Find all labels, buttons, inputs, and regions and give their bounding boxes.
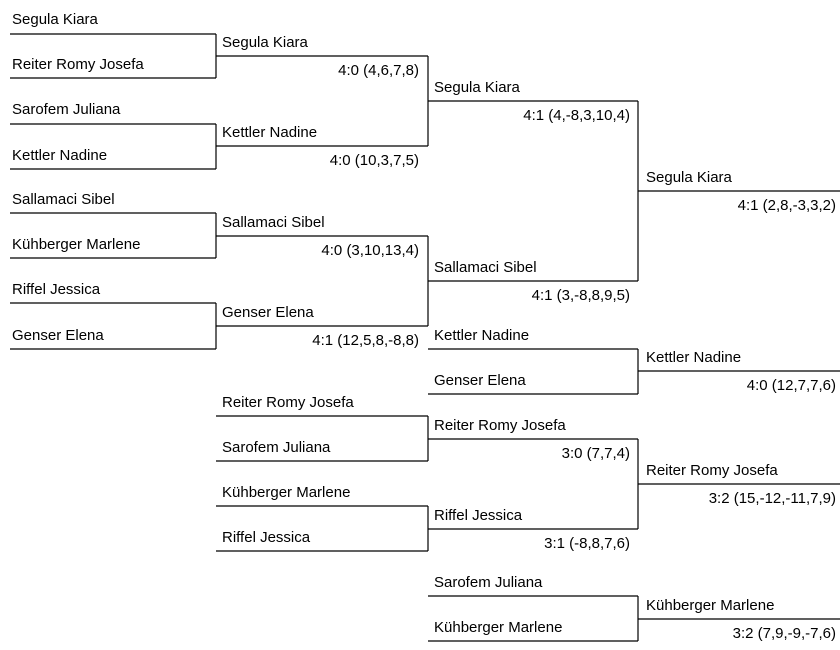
player-name: Reiter Romy Josefa [646, 462, 778, 479]
main-r2-match-1 [216, 34, 428, 169]
match-score: 4:0 (4,6,7,8) [338, 62, 419, 79]
consolation-r1-match-2 [216, 484, 428, 551]
player-name: Kühberger Marlene [646, 597, 775, 614]
player-name: Riffel Jessica [222, 529, 311, 546]
player-name: Reiter Romy Josefa [434, 417, 566, 434]
match-score: 3:1 (-8,8,7,6) [544, 535, 630, 552]
player-name: Genser Elena [434, 372, 526, 389]
champion [638, 169, 840, 214]
player-name: Sallamaci Sibel [434, 259, 537, 276]
player-name: Sarofem Juliana [434, 574, 543, 591]
main-r2-match-2 [216, 214, 428, 349]
match-score: 4:1 (4,-8,3,10,4) [523, 107, 630, 124]
player-name: Reiter Romy Josefa [222, 394, 354, 411]
player-name: Kettler Nadine [12, 147, 108, 164]
match-score: 3:0 (7,7,4) [561, 445, 630, 462]
player-name: Segula Kiara [222, 34, 308, 51]
main-final-match [428, 79, 638, 304]
player-name: Kettler Nadine [434, 327, 530, 344]
match-score: 4:1 (12,5,8,-8,8) [312, 332, 419, 349]
match-score: 4:0 (12,7,7,6) [746, 377, 836, 394]
player-name: Sallamaci Sibel [12, 191, 115, 208]
match-score: 4:1 (3,-8,8,9,5) [531, 287, 630, 304]
consolation-final-match [428, 417, 638, 552]
match-score: 3:2 (7,9,-9,-7,6) [732, 625, 836, 642]
player-name: Genser Elena [222, 304, 314, 321]
match-score: 3:2 (15,-12,-11,7,9) [708, 490, 836, 507]
main-r1-match-3 [10, 191, 216, 258]
player-name: Riffel Jessica [434, 507, 523, 524]
main-r1-match-1 [10, 11, 216, 78]
player-name: Segula Kiara [646, 169, 732, 186]
seventh-place-match [428, 574, 840, 642]
player-name: Segula Kiara [12, 11, 98, 28]
player-name: Sallamaci Sibel [222, 214, 325, 231]
match-score: 4:1 (2,8,-3,3,2) [737, 197, 836, 214]
player-name: Kettler Nadine [222, 124, 318, 141]
player-name: Riffel Jessica [12, 281, 101, 298]
player-name: Reiter Romy Josefa [12, 56, 144, 73]
main-r1-match-2 [10, 101, 216, 169]
player-name: Sarofem Juliana [12, 101, 121, 118]
consolation-r1-match-1 [216, 394, 428, 461]
player-name: Segula Kiara [434, 79, 520, 96]
fifth-place [638, 462, 840, 507]
player-name: Sarofem Juliana [222, 439, 331, 456]
match-score: 4:0 (3,10,13,4) [321, 242, 419, 259]
third-place-match [428, 327, 840, 394]
player-name: Genser Elena [12, 327, 104, 344]
player-name: Kühberger Marlene [12, 236, 141, 253]
match-score: 4:0 (10,3,7,5) [329, 152, 419, 169]
player-name: Kettler Nadine [646, 349, 742, 366]
player-name: Kühberger Marlene [222, 484, 351, 501]
main-r1-match-4 [10, 281, 216, 349]
player-name: Kühberger Marlene [434, 619, 563, 636]
